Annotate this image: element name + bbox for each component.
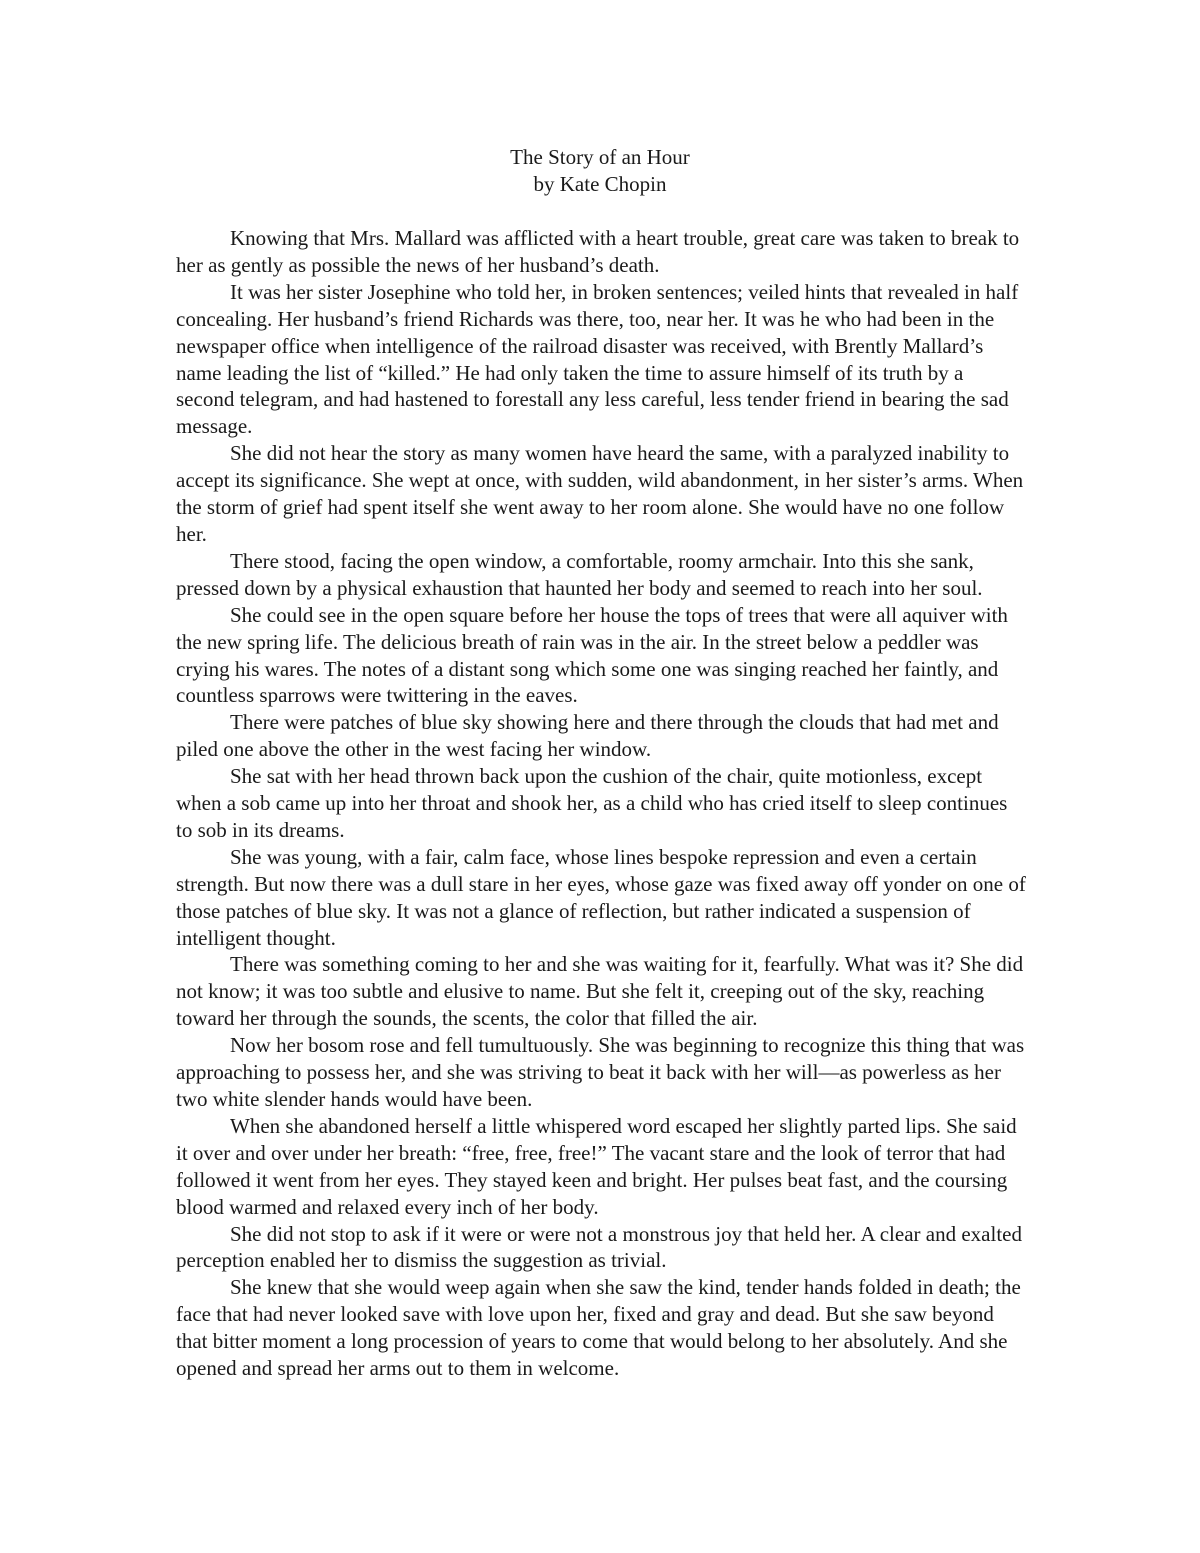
document-byline: by Kate Chopin [533, 172, 667, 196]
paragraph: When she abandoned herself a little whispered word escaped her slightly parted lips. She said it over and over under her breath: “free, free, free!” The vacant stare and the look of terror that had followed it went from her eyes. They stayed keen and bright. Her pulses beat fast, and the coursing blood warmed and relaxed every inch of her body. [176, 1113, 1017, 1219]
paragraph: Knowing that Mrs. Mallard was afflicted with a heart trouble, great care was taken to break to her as gently as possible the news of her husband’s death. [176, 226, 1020, 277]
title-block [0, 144, 1200, 198]
paragraph: There stood, facing the open window, a comfortable, roomy armchair. Into this she sank, pressed down by a physical exhaustion that haunted her body and seemed to reach into her soul. [176, 548, 983, 600]
paragraph: There was something coming to her and she was waiting for it, fearfully. What was it? She did not know; it was too subtle and elusive to name. But she felt it, creeping out of the sky, reaching toward her through the sounds, the scents, the color that filled the air. [176, 952, 1024, 1031]
paragraph: She sat with her head thrown back upon the cushion of the chair, quite motionless, except when a sob came up into her throat and shook her, as a child who has cried itself to sleep continues to sob in its dreams. [176, 764, 1008, 842]
document-title: The Story of an Hour [510, 145, 690, 169]
paragraph: She was young, with a fair, calm face, whose lines bespoke repression and even a certain strength. But now there was a dull stare in her eyes, whose gaze was fixed away off yonder on one of those patches of blue sky. It was not a glance of reflection, but rather indicated a suspension of intelligent thought. [176, 844, 1026, 950]
paragraph: She did not stop to ask if it were or were not a monstrous joy that held her. A clear and exalted perception enabled her to dismiss the suggestion as trivial. [176, 1221, 1022, 1273]
paragraph: There were patches of blue sky showing here and there through the clouds that had met and piled one above the other in the west facing her window. [176, 710, 999, 762]
paragraph: It was her sister Josephine who told her, in broken sentences; veiled hints that revealed in half concealing. Her husband’s friend Richards was there, too, near her. It was he who had been in the newspaper office when intelligence of the railroad disaster was received, with Brently Mallard’s name leading the list of “killed.” He had only taken the time to assure himself of its truth by a second telegram, and had hastened to forestall any less careful, less tender friend in bearing the sad message. [176, 279, 1019, 439]
story-body [176, 225, 1026, 1382]
paragraph: Now her bosom rose and fell tumultuously. She was beginning to recognize this thing that was approaching to possess her, and she was striving to beat it back with her will—as powerless as her two white slender hands would have been. [176, 1033, 1025, 1111]
paragraph: She could see in the open square before her house the tops of trees that were all aquiver with the new spring life. The delicious breath of rain was in the air. In the street below a peddler was crying his wares. The notes of a distant song which some one was singing reached her faintly, and countless sparrows were twittering in the eaves. [176, 602, 1008, 708]
paragraph: She did not hear the story as many women have heard the same, with a paralyzed inability to accept its significance. She wept at once, with sudden, wild abandonment, in her sister’s arms. When the storm of grief had spent itself she went away to her room alone. She would have no one follow her. [176, 441, 1024, 546]
paragraph: She knew that she would weep again when she saw the kind, tender hands folded in death; the face that had never looked save with love upon her, fixed and gray and dead. But she saw beyond that bitter moment a long procession of years to come that would belong to her absolutely. And she opened and spread her arms out to them in welcome. [176, 1275, 1021, 1381]
